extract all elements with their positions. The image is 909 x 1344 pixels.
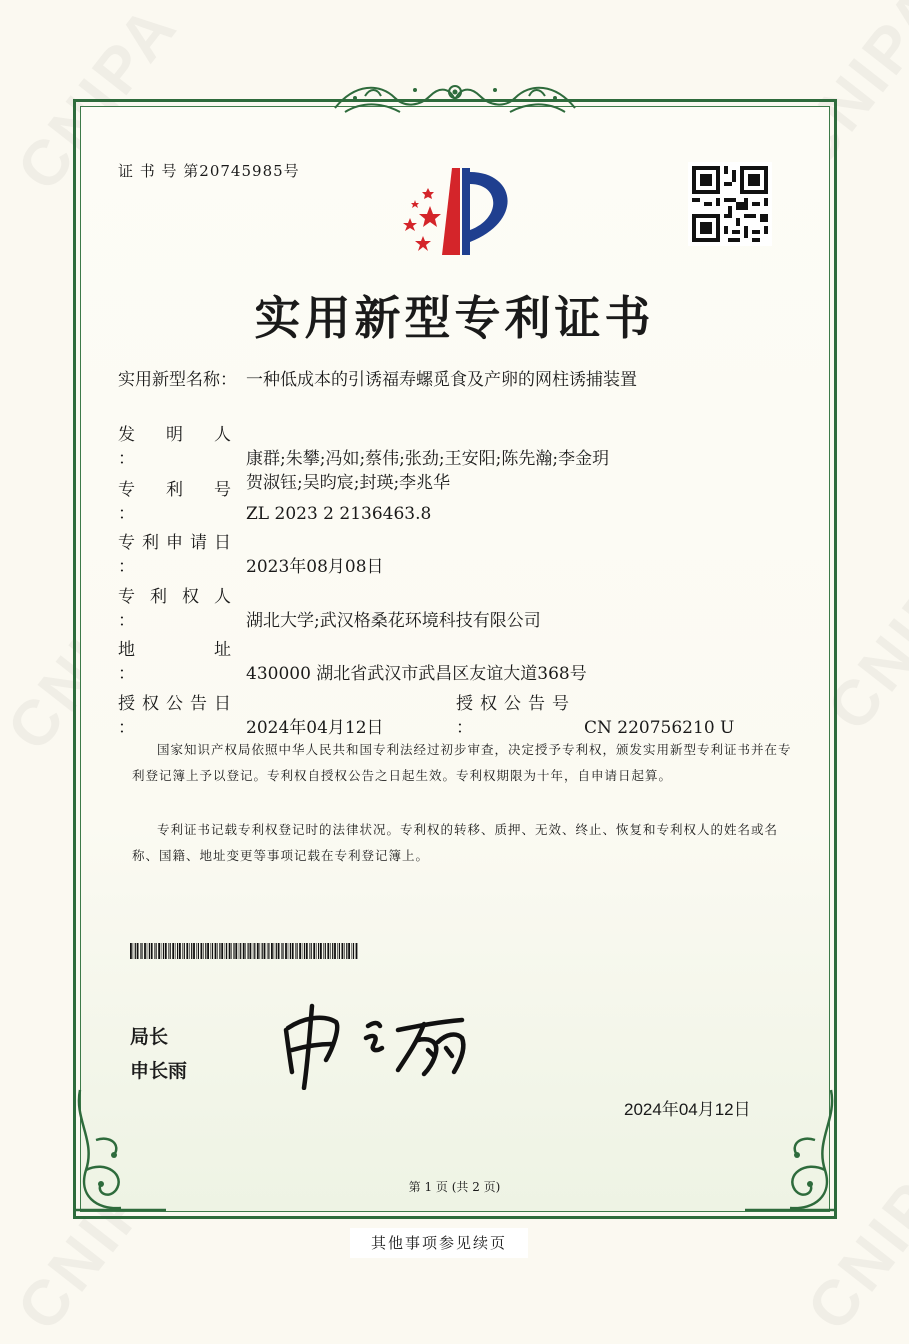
inventors-label: 发 明 人 ：: [118, 425, 231, 469]
address-row: [118, 638, 587, 686]
grant-date-value: 2024年04月12日: [246, 718, 384, 738]
patent-number-value: ZL 2023 2 2136463.8: [246, 504, 432, 524]
address-value: 430000 湖北省武汉市武昌区友谊大道368号: [246, 664, 587, 684]
utility-model-name-row: [118, 368, 637, 392]
cnipa-logo: [390, 160, 525, 260]
grant-number-value: CN 220756210 U: [584, 718, 735, 738]
patent-number-label: 专 利 号 ：: [118, 480, 231, 524]
handwritten-signature: [278, 1000, 478, 1090]
utility-model-name-label: 实用新型名称：: [118, 370, 237, 390]
certificate-number: 证 书 号 第20745985号: [118, 162, 300, 180]
address-label: 地 址 ：: [118, 640, 231, 684]
continuation-note: 其他事项参见续页: [350, 1228, 528, 1258]
corner-ornament-right: [735, 1080, 845, 1220]
qr-code: [688, 162, 772, 246]
grant-date-label: 授 权 公 告 日 ：: [118, 694, 231, 738]
patentee-label: 专 利 权 人 ：: [118, 587, 231, 631]
signer-title: 局长: [130, 1027, 169, 1048]
top-ornament: [325, 78, 585, 122]
utility-model-name-value: 一种低成本的引诱福寿螺觅食及产卵的网柱诱捕装置: [246, 370, 637, 390]
inventors-value: 康群;朱攀;冯如;蔡伟;张劲;王安阳;陈先瀚;李金玥: [246, 449, 610, 469]
grant-date-row: [118, 692, 734, 740]
filing-date-row: [118, 531, 384, 579]
signer-name: 申长雨: [130, 1061, 188, 1082]
barcode: [130, 943, 360, 959]
signature-date: 2024年04月12日: [624, 1100, 751, 1119]
inventors-value-continued: 贺淑钰;吴昀宸;封瑛;李兆华: [246, 473, 451, 493]
patent-number-row: [118, 478, 431, 526]
page-number: 第 1 页 (共 2 页): [408, 1180, 501, 1194]
patentee-row: [118, 585, 541, 633]
corner-ornament-left: [66, 1080, 176, 1220]
legal-paragraph-1: 国家知识产权局依照中华人民共和国专利法经过初步审查，决定授予专利权，颁发实用新型专利证书并在专利登记簿上予以登记。专利权自授权公告之日起生效。专利权期限为十年，自申请日起算。: [132, 742, 792, 783]
legal-paragraph-2: 专利证书记载专利权登记时的法律状况。专利权的转移、质押、无效、终止、恢复和专利权人的姓名或名称、国籍、地址变更等事项记载在专利登记簿上。: [132, 822, 779, 863]
certificate-title: 实用新型专利证书: [254, 291, 655, 345]
grant-number-label: 授 权 公 告 号 ：: [456, 694, 569, 738]
filing-date-label: 专 利 申 请 日 ：: [118, 533, 231, 577]
filing-date-value: 2023年08月08日: [246, 557, 384, 577]
patentee-value: 湖北大学;武汉格桑花环境科技有限公司: [246, 611, 541, 631]
